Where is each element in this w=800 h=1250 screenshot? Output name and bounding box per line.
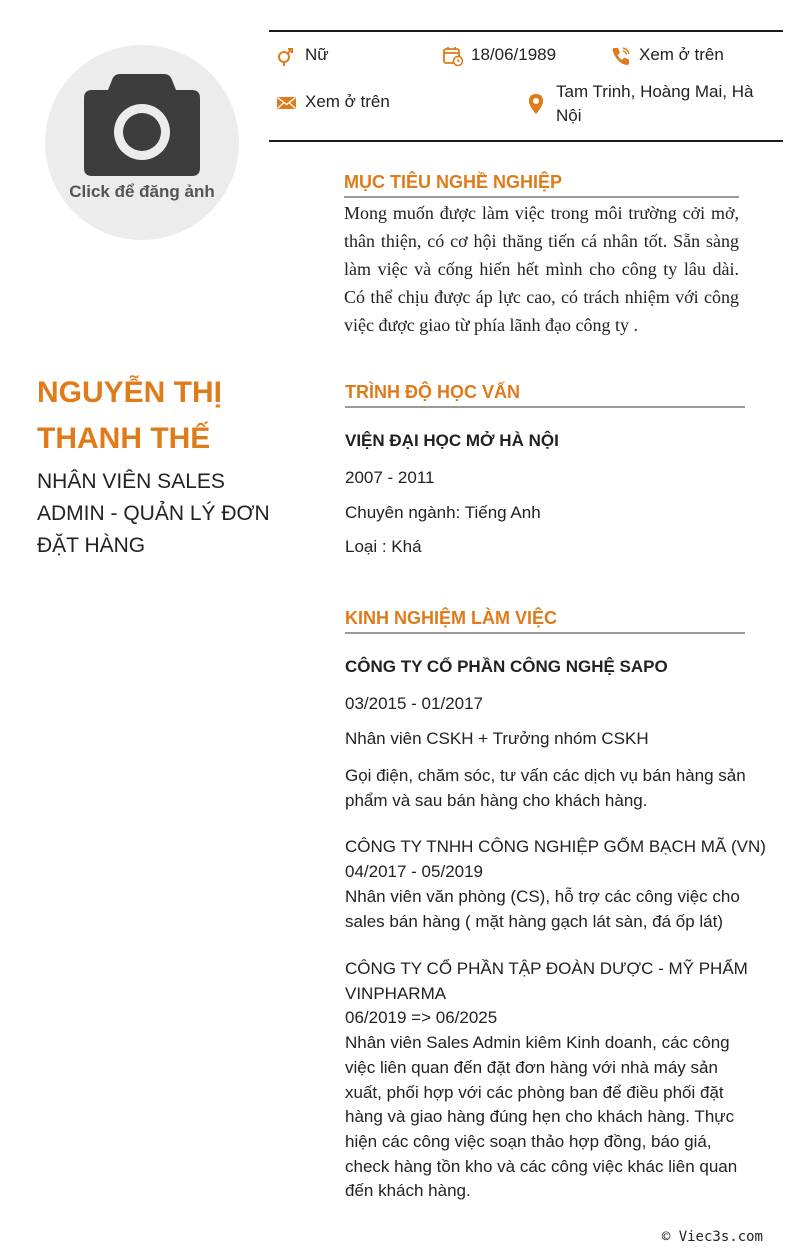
photo-upload[interactable] <box>45 45 239 240</box>
education-period: 2007 - 2011 <box>345 468 435 487</box>
experience-desc-3-line: việc liên quan đến đặt đơn hàng với nhà máy sản <box>345 1057 718 1077</box>
experience-block-3 <box>345 957 748 1204</box>
experience-desc-3-line: xuất, phối hợp với các phòng ban để điều phối đặt <box>345 1082 724 1102</box>
experience-company-3-line: CÔNG TY CỔ PHẦN TẬP ĐOÀN DƯỢC - MỸ PHẨM <box>345 959 748 978</box>
experience-role-1: Nhân viên CSKH + Trưởng nhóm CSKH <box>345 729 649 748</box>
candidate-name <box>37 370 297 462</box>
name-line-2: THANH THẾ <box>37 422 211 455</box>
mail-icon <box>277 95 297 111</box>
education-title: TRÌNH ĐỘ HỌC VẤN <box>345 382 520 402</box>
camera-icon <box>84 74 200 176</box>
position-line-1: NHÂN VIÊN SALES <box>37 470 225 493</box>
calendar-icon <box>443 46 463 66</box>
email-value: Xem ở trên <box>305 92 390 111</box>
experience-company-1: CÔNG TY CỔ PHẦN CÔNG NGHỆ SAPO <box>345 657 668 676</box>
experience-period-2: 04/2017 - 05/2019 <box>345 862 484 881</box>
address-line-1: Tam Trinh, Hoàng Mai, Hà <box>556 82 754 101</box>
position-line-2: ADMIN - QUẢN LÝ ĐƠN <box>37 502 270 525</box>
objective-text: Mong muốn được làm việc trong môi trường cởi mở, thân thiện, có cơ hội thăng tiến cá nhân tốt. Sẵn sàng làm việc và cống hiến hết mình cho công ty lâu dài. Có thể chịu được áp lực cao, có trách nhiệm với công việc được giao từ phía lãnh đạo công ty . <box>344 203 739 335</box>
experience-period-1: 03/2015 - 01/2017 <box>345 694 484 713</box>
experience-divider <box>345 632 745 634</box>
experience-desc-1-line: Gọi điện, chăm sóc, tư vấn các dịch vụ bán hàng sản <box>345 766 746 785</box>
experience-period-3: 06/2019 => 06/2025 <box>345 1008 498 1028</box>
phone-icon <box>611 46 631 66</box>
experience-desc-3-line: hàng và giao hàng đúng hẹn cho khách hàng. Thực <box>345 1107 735 1127</box>
education-school: VIỆN ĐẠI HỌC MỞ HÀ NỘI <box>345 431 559 450</box>
experience-company-3-line: VINPHARMA <box>345 983 447 1003</box>
experience-desc-1 <box>345 763 746 813</box>
gender-icon <box>277 46 295 66</box>
contact-info-bar <box>269 30 783 142</box>
name-line-1: NGUYỄN THỊ <box>37 376 223 409</box>
footer-copyright: © Viec3s.com <box>661 1229 763 1245</box>
phone-value: Xem ở trên <box>639 45 724 64</box>
experience-desc-3-line: Nhân viên Sales Admin kiêm Kinh doanh, các công <box>345 1033 730 1053</box>
candidate-position <box>37 466 297 562</box>
experience-desc-1-line: phẩm và sau bán hàng cho khách hàng. <box>345 791 648 810</box>
experience-desc-3-line: check hàng tồn kho và các công việc khác liên quan <box>345 1156 738 1176</box>
education-major: Chuyên ngành: Tiếng Anh <box>345 503 541 522</box>
education-divider <box>345 406 745 408</box>
experience-desc-3-line: đến khách hàng. <box>345 1181 471 1201</box>
experience-desc-2-line: Nhân viên văn phòng (CS), hỗ trợ các công việc cho <box>345 887 740 906</box>
objective-title: MỤC TIÊU NGHỀ NGHIỆP <box>344 172 563 192</box>
objective-divider <box>344 196 739 198</box>
experience-company-2: CÔNG TY TNHH CÔNG NGHIỆP GỐM BẠCH MÃ (VN) <box>345 837 766 856</box>
location-pin-icon <box>527 93 545 115</box>
gender-value: Nữ <box>305 45 329 64</box>
experience-desc-3-line: hiện các công việc soạn thảo hợp đồng, báo giá, <box>345 1131 712 1151</box>
experience-block-2 <box>345 834 766 934</box>
address-line-2: Nội <box>556 106 582 125</box>
photo-caption: Click để đăng ảnh <box>69 182 215 201</box>
birthday-value: 18/06/1989 <box>471 45 557 64</box>
experience-desc-2-line: sales bán hàng ( mặt hàng gạch lát sàn, đá ốp lát) <box>345 912 724 931</box>
position-line-3: ĐẶT HÀNG <box>37 534 146 557</box>
experience-title: KINH NGHIỆM LÀM VIỆC <box>345 608 558 628</box>
education-grade: Loại : Khá <box>345 537 422 556</box>
